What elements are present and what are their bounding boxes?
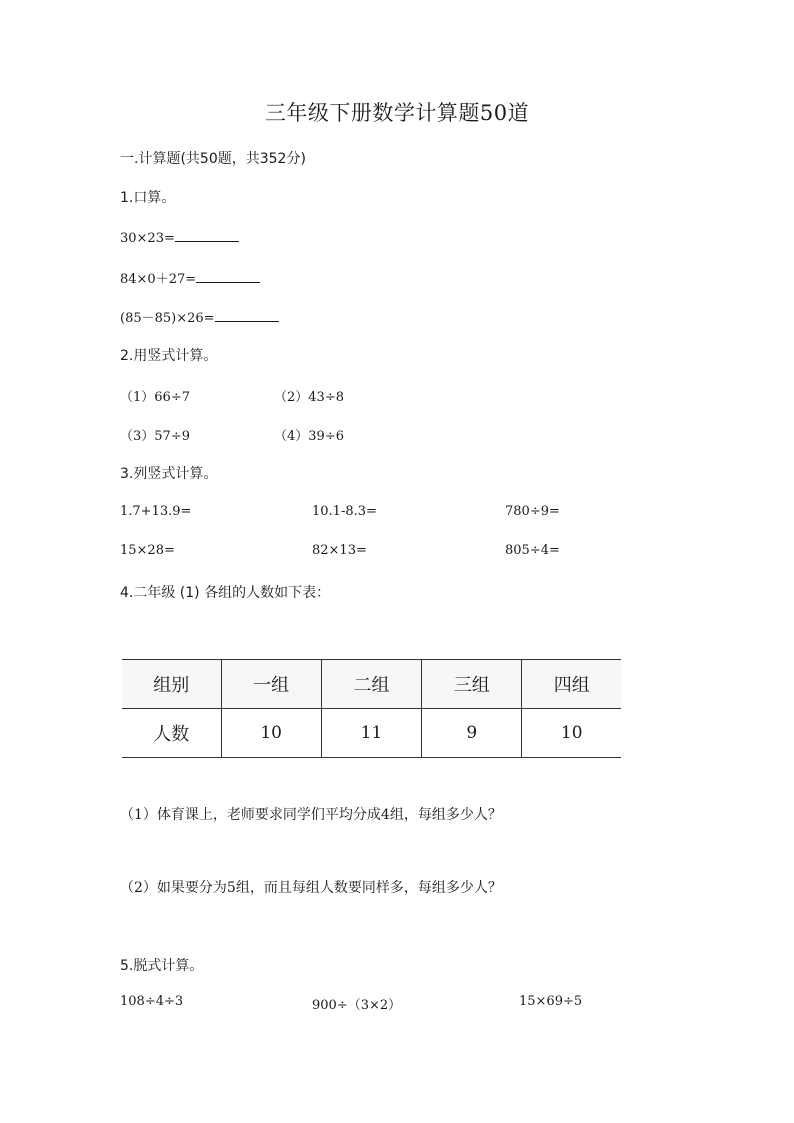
q1-expression: 84×0＋27= — [120, 272, 197, 287]
q3-item: 15×28= — [120, 543, 175, 558]
table-cell: 10 — [221, 709, 321, 758]
table-cell: 10 — [522, 709, 621, 758]
q2-item: （1）66÷7 — [120, 390, 190, 405]
q5-item: 108÷4÷3 — [120, 994, 184, 1009]
page-title: 三年级下册数学计算题50道 — [264, 101, 530, 125]
answer-blank — [215, 309, 279, 322]
q4-subquestion-2: （2）如果要分为5组，而且每组人数要同样多，每组多少人？ — [120, 880, 502, 896]
q5-item: 15×69÷5 — [519, 994, 583, 1009]
table-header-row — [122, 660, 621, 709]
table-row — [122, 709, 621, 758]
section-heading: 一.计算题(共50题，共352分) — [120, 151, 306, 167]
q2-item: （4）39÷6 — [274, 429, 344, 444]
table-cell: 11 — [321, 709, 421, 758]
q1-expression: (85－85)×26= — [120, 311, 215, 326]
q2-heading: 2.用竖式计算。 — [120, 348, 218, 364]
answer-blank — [175, 229, 239, 242]
q4-heading: 4.二年级 (1) 各组的人数如下表： — [120, 585, 331, 601]
q5-item: 900÷（3×2） — [312, 998, 402, 1013]
q3-item: 780÷9= — [505, 504, 560, 519]
table-cell: 9 — [422, 709, 522, 758]
q3-item: 1.7+13.9= — [120, 504, 192, 519]
table-cell: 人数 — [122, 709, 221, 758]
answer-blank — [196, 270, 260, 283]
q1-item — [120, 268, 260, 287]
table-cell: 一组 — [221, 660, 321, 709]
q4-subquestion-1: （1）体育课上，老师要求同学们平均分成4组，每组多少人？ — [120, 807, 502, 823]
q2-item: （3）57÷9 — [120, 429, 190, 444]
table-cell: 组别 — [122, 660, 221, 709]
q2-item: （2）43÷8 — [274, 390, 344, 405]
group-count-table — [122, 659, 621, 758]
q1-expression: 30×23= — [120, 231, 175, 246]
q3-heading: 3.列竖式计算。 — [120, 466, 218, 482]
q5-heading: 5.脱式计算。 — [120, 958, 204, 974]
q1-heading: 1.口算。 — [120, 190, 176, 206]
q3-item: 10.1-8.3= — [312, 504, 377, 519]
q1-item — [120, 307, 279, 326]
q3-item: 82×13= — [312, 543, 367, 558]
table-cell: 四组 — [522, 660, 621, 709]
q3-item: 805÷4= — [505, 543, 560, 558]
table-cell: 二组 — [321, 660, 421, 709]
q1-item — [120, 229, 239, 246]
table-cell: 三组 — [422, 660, 522, 709]
